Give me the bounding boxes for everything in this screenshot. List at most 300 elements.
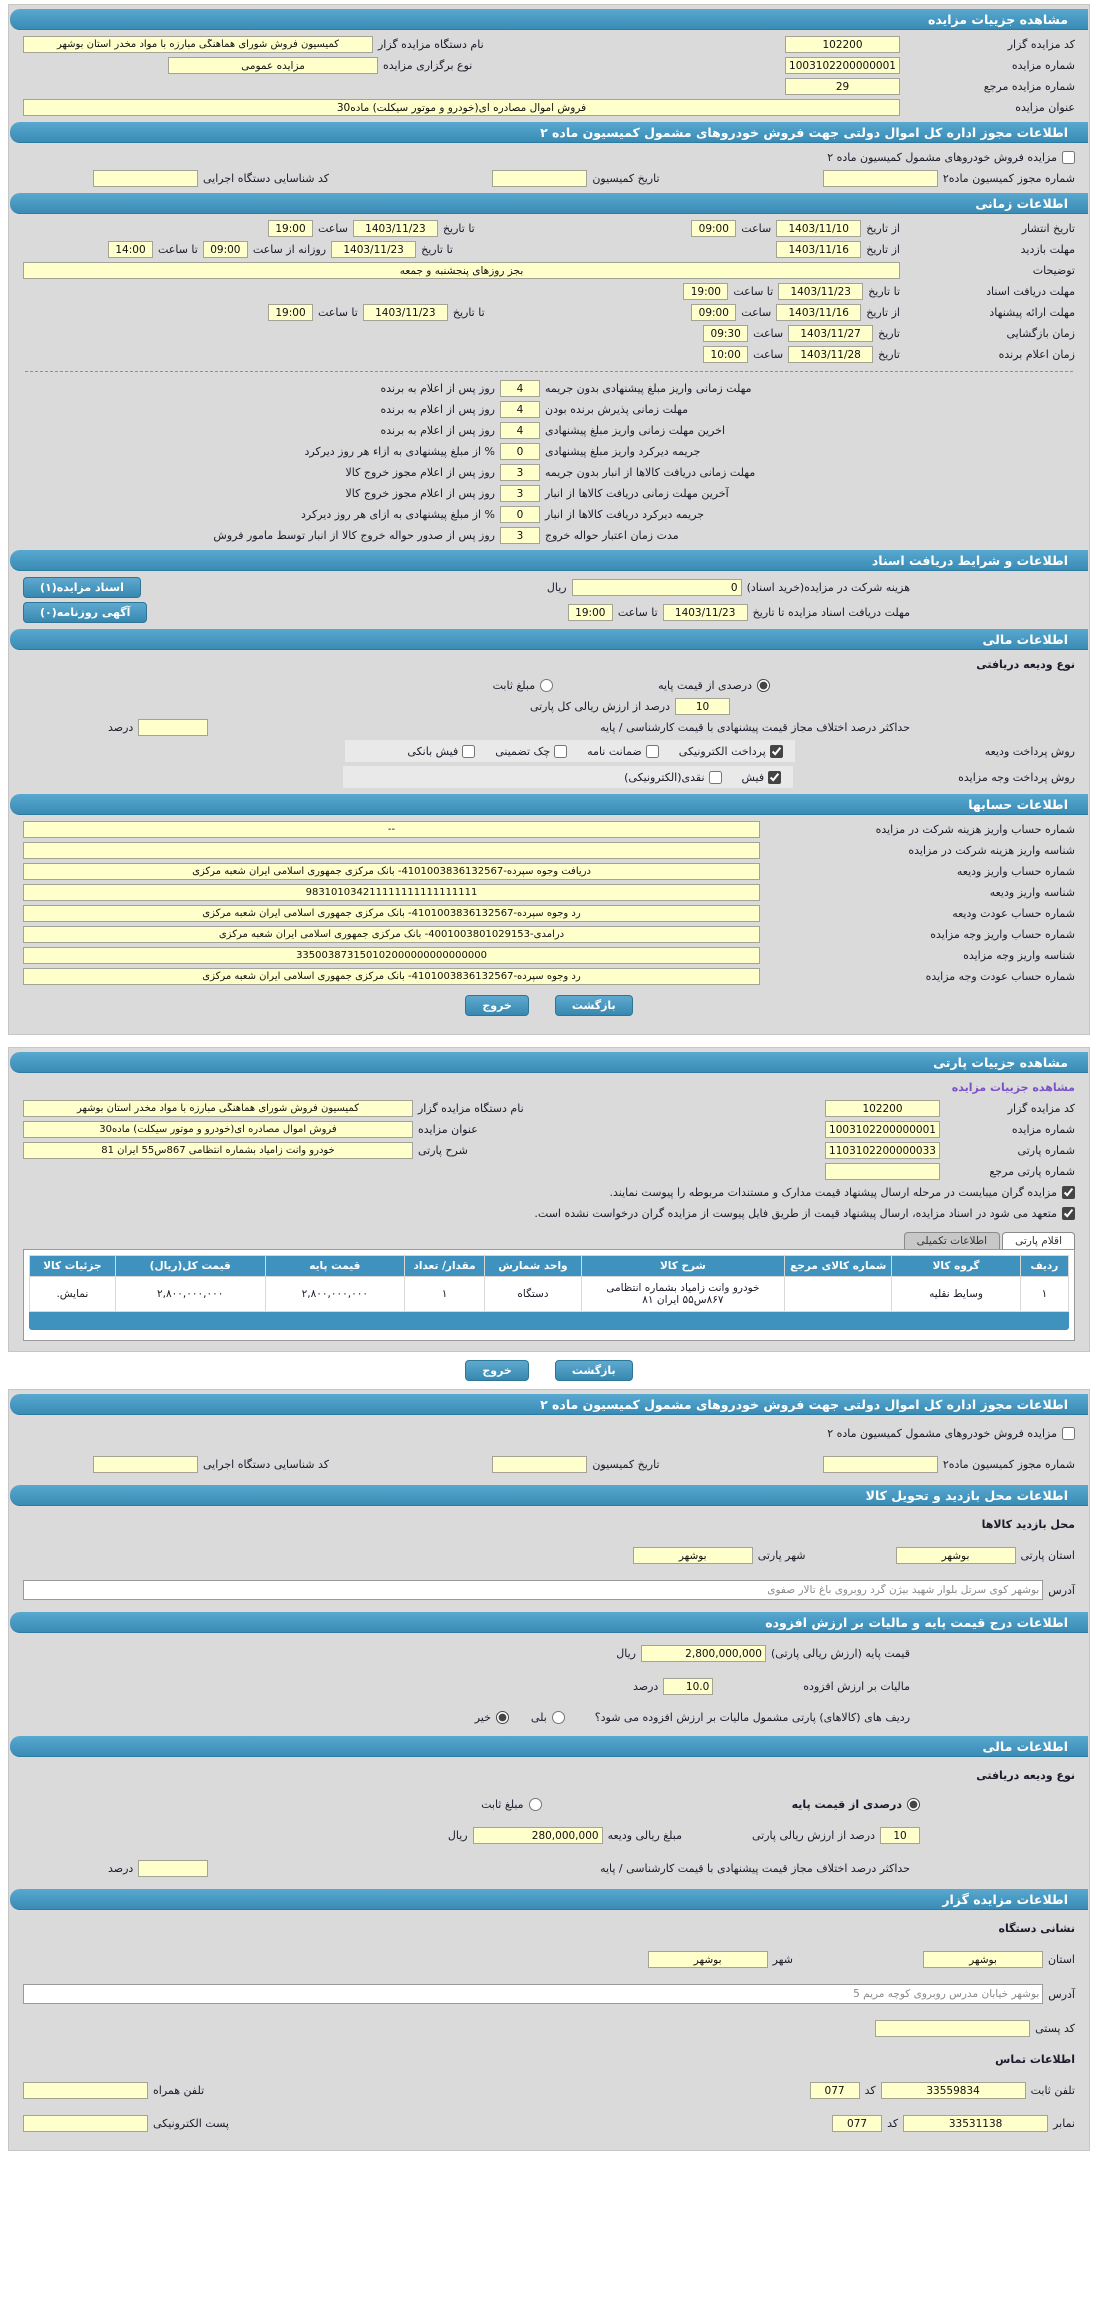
section-header-visit-location: اطلاعات محل بازدید و تحویل کالا <box>10 1485 1088 1506</box>
commission-date-input[interactable] <box>492 170 587 187</box>
section-header-party-details: مشاهده جزییات پارتی <box>10 1052 1088 1073</box>
row-attachment-requirement <box>9 1182 1089 1203</box>
party-description-input[interactable] <box>23 1142 413 1159</box>
daily-from-caption: روزانه از ساعت <box>252 243 327 256</box>
description-label: توضیحات <box>1032 264 1075 277</box>
row-org-address-header <box>9 1914 1089 1943</box>
penalty-suffix: روز پس از اعلام به برنده <box>380 424 495 437</box>
auction-buttons <box>9 987 1089 1024</box>
row-publish-date <box>9 218 1089 239</box>
visit-period-label: مهلت بازدید <box>1020 243 1075 256</box>
permit-number-input[interactable] <box>823 170 938 187</box>
party-reference-input[interactable] <box>825 1163 940 1180</box>
party-description-label: شرح پارتی <box>418 1144 468 1157</box>
row-winner-announce-time <box>9 344 1089 365</box>
row-account-4 <box>9 882 1089 903</box>
base-price-label: قیمت پایه (ارزش ریالی پارتی) <box>771 1647 910 1660</box>
executive-id-label: کد شناسایی دستگاه اجرایی <box>202 1458 330 1471</box>
account-input[interactable] <box>23 947 760 964</box>
vat-question-label: ردیف های (کالاهای) پارتی مشمول مالیات بر ارزش افزوده می شود؟ <box>594 1711 910 1724</box>
row-vat-percent <box>9 1670 1089 1703</box>
exit-button[interactable]: خروج <box>465 995 529 1016</box>
penalty-suffix: روز پس از اعلام به برنده <box>380 382 495 395</box>
deposit-percent-caption: درصد از ارزش ریالی کل پارتی <box>529 700 670 713</box>
deposit-percent-input[interactable] <box>675 698 730 715</box>
bank-receipt-label: فیش بانکی <box>407 744 459 758</box>
cell-total-price: ۲,۸۰۰,۰۰۰,۰۰۰ <box>115 1277 265 1312</box>
org-address-label: آدرس <box>1048 1987 1075 2001</box>
penalty-suffix: روز پس از اعلام به برنده <box>380 403 495 416</box>
party-items-table-wrap <box>23 1249 1075 1341</box>
publish-to-date-input[interactable] <box>353 220 438 237</box>
hour-caption: ساعت <box>318 222 348 235</box>
opening-date-input[interactable] <box>788 325 873 342</box>
participation-fee-input[interactable] <box>572 579 742 596</box>
row-timing-description <box>9 260 1089 281</box>
deposit-percent-radio[interactable] <box>907 1798 920 1811</box>
attachment-requirement-checkbox[interactable] <box>1062 1186 1075 1199</box>
row-account-5 <box>9 903 1089 924</box>
row-deposit-type-2 <box>9 1761 1089 1790</box>
phone-label: تلفن ثابت <box>1030 2084 1075 2097</box>
vat-no-label: خیر <box>474 1711 491 1724</box>
docs-receive-deadline-label: مهلت دریافت اسناد مزایده تا تاریخ <box>752 606 910 619</box>
col-goods-description: شرح کالا <box>581 1256 785 1277</box>
phone-code-label: کد <box>864 2084 876 2097</box>
deposit-amount-input[interactable] <box>473 1827 603 1844</box>
party-details-card <box>8 1047 1090 1352</box>
section-header-base-price: اطلاعات درج قیمت پایه و مالیات بر ارزش افزوده <box>10 1612 1088 1633</box>
auction-subject-input[interactable] <box>23 99 900 116</box>
row-deposit-type-options <box>9 675 1089 696</box>
col-goods-group: گروه کالا <box>892 1256 1021 1277</box>
row-phone <box>9 2074 1089 2107</box>
to-hour-caption: تا ساعت <box>617 606 658 619</box>
col-row-number: ردیف <box>1020 1256 1068 1277</box>
col-goods-details: جزئیات کالا <box>30 1256 116 1277</box>
penalty-value-input[interactable] <box>500 443 540 460</box>
deposit-payment-method-label: روش پرداخت ودیعه <box>984 744 1075 758</box>
cell-count-unit: دستگاه <box>485 1277 581 1312</box>
account-label: شناسه واریز وجه مزایده <box>963 949 1075 962</box>
rial-caption: ریال <box>616 1647 636 1660</box>
visit-place-label: محل بازدید کالاها <box>981 1518 1075 1531</box>
row-participation-fee <box>9 575 1089 600</box>
account-label: شماره حساب واریز ودیعه <box>956 865 1075 878</box>
deposit-fixed-radio[interactable] <box>529 1798 542 1811</box>
row-account-1 <box>9 819 1089 840</box>
row-max-difference <box>9 717 1089 738</box>
penalty-value-input[interactable] <box>500 506 540 523</box>
hour-caption: ساعت <box>753 348 784 361</box>
section-header-auctioneer-info: اطلاعات مزایده گزار <box>10 1889 1088 1910</box>
account-label: شماره حساب واریز هزینه شرکت در مزایده <box>875 823 1075 836</box>
hour-caption: ساعت <box>741 222 772 235</box>
docs-receive-deadline-hour-input[interactable] <box>568 604 613 621</box>
row-account-2 <box>9 840 1089 861</box>
commission-date-input[interactable] <box>492 1456 587 1473</box>
penalty-suffix: روز پس از صدور حواله خروج کالا از انبار توسط مامور فروش <box>213 529 495 542</box>
org-province-label: استان <box>1047 1953 1075 1966</box>
deposit-fixed-radio[interactable] <box>540 679 553 692</box>
permit-checkbox[interactable] <box>1062 1427 1075 1440</box>
row-penalty-1 <box>9 378 1089 399</box>
auction-subject-label: عنوان مزایده <box>1015 101 1075 114</box>
commission-date-label: تاریخ کمیسیون <box>592 172 660 185</box>
deposit-type-label: نوع ودیعه دریافتی <box>976 1769 1075 1782</box>
executive-id-label: کد شناسایی دستگاه اجرایی <box>202 172 330 185</box>
row-account-3 <box>9 861 1089 882</box>
winner-announce-label: زمان اعلام برنده <box>998 348 1075 361</box>
account-input[interactable] <box>23 884 760 901</box>
row-account-8 <box>9 966 1089 987</box>
auction-number-label: شماره مزایده <box>1011 1123 1075 1136</box>
cell-base-price: ۲,۸۰۰,۰۰۰,۰۰۰ <box>265 1277 404 1312</box>
bank-receipt-checkbox[interactable] <box>462 745 475 758</box>
account-label: شماره حساب واریز وجه مزایده <box>930 928 1075 941</box>
party-number-input[interactable] <box>825 1142 940 1159</box>
electronic-payment-label: پرداخت الکترونیکی <box>678 744 766 758</box>
row-auction-number <box>9 55 1089 76</box>
executive-id-input[interactable] <box>93 1456 198 1473</box>
deposit-payment-methods <box>345 740 795 762</box>
deposit-percent-option-label: درصدی از قیمت پایه <box>658 679 752 692</box>
permit-number-input[interactable] <box>823 1456 938 1473</box>
vat-yes-label: بلی <box>530 1711 547 1724</box>
offer-from-hour-input[interactable] <box>691 304 736 321</box>
rial-caption: ریال <box>546 581 567 594</box>
auctioneer-code-input[interactable] <box>825 1100 940 1117</box>
winner-hour-input[interactable] <box>703 346 748 363</box>
row-deposit-payment-method <box>9 738 1089 764</box>
penalty-suffix: % از مبلغ پیشنهادی به ازاء هر روز دیرکرد <box>304 445 495 458</box>
percent-caption: درصد <box>108 721 134 734</box>
description-input[interactable] <box>23 262 900 279</box>
fax-input[interactable] <box>903 2115 1048 2132</box>
deposit-type-label: نوع ودیعه دریافتی <box>976 658 1075 671</box>
visit-from-date-input[interactable] <box>776 241 861 258</box>
auction-number-input[interactable] <box>785 57 900 74</box>
commitment-label: متعهد می شود در اسناد مزایده، ارسال پیشنهاد قیمت از طریق فایل پیوست از مزایده گران درخواست نشده است. <box>534 1207 1057 1220</box>
to-hour-caption: تا ساعت <box>733 285 774 298</box>
receipt-option <box>742 771 782 784</box>
auction-type-input[interactable] <box>168 57 378 74</box>
org-address-input[interactable] <box>23 1984 1043 2004</box>
offer-from-date-input[interactable] <box>776 304 861 321</box>
penalty-value-input[interactable] <box>500 464 540 481</box>
row-penalty-4 <box>9 441 1089 462</box>
table-row <box>30 1277 1069 1312</box>
section-header-permit: اطلاعات مجوز اداره کل اموال دولتی جهت فروش خودروهای مشمول کمیسیون ماده ۲ <box>10 122 1088 143</box>
deposit-percent-option-label: درصدی از قیمت پایه <box>791 1798 902 1811</box>
cash-electronic-checkbox[interactable] <box>709 771 722 784</box>
account-input[interactable] <box>23 926 760 943</box>
vat-yes-radio[interactable] <box>552 1711 565 1724</box>
party-number-label: شماره پارتی <box>1017 1144 1075 1157</box>
row-deposit-values-2 <box>9 1819 1089 1852</box>
mobile-label: تلفن همراه <box>153 2084 205 2097</box>
publish-from-hour-input[interactable] <box>691 220 736 237</box>
visit-address-label: آدرس <box>1048 1583 1075 1597</box>
row-account-7 <box>9 945 1089 966</box>
to-hour-caption: تا ساعت <box>158 243 198 256</box>
to-date-caption: تا تاریخ <box>442 222 475 235</box>
auction-subject-label: عنوان مزایده <box>418 1123 478 1136</box>
docs-deadline-date-input[interactable] <box>778 283 863 300</box>
penalty-suffix: % از مبلغ پیشنهادی به ازای هر روز دیرکرد <box>301 508 495 521</box>
penalty-label: آخرین مهلت زمانی دریافت کالاها از انبار <box>545 487 729 500</box>
col-reference-goods-number: شماره کالای مرجع <box>785 1256 892 1277</box>
party-province-label: استان پارتی <box>1020 1549 1075 1562</box>
row-visit-address <box>9 1572 1089 1608</box>
party-city-input[interactable] <box>633 1547 753 1564</box>
back-button[interactable]: بازگشت <box>555 1360 633 1381</box>
fax-code-input[interactable] <box>832 2115 882 2132</box>
auction-payment-methods <box>343 766 793 788</box>
row-docs-deadline <box>9 281 1089 302</box>
cell-quantity: ۱ <box>404 1277 484 1312</box>
auctioneer-code-label: کد مزایده گزار <box>1007 1102 1075 1115</box>
commission-date-label: تاریخ کمیسیون <box>592 1458 660 1471</box>
vat-input[interactable] <box>663 1678 713 1695</box>
account-input[interactable] <box>23 905 760 922</box>
permit-checkbox-label: مزایده فروش خودروهای مشمول کمیسیون ماده ۲ <box>827 1427 1057 1440</box>
offer-to-hour-input[interactable] <box>268 304 313 321</box>
penalty-value-input[interactable] <box>500 380 540 397</box>
col-total-price: قیمت کل(ریال) <box>115 1256 265 1277</box>
guarantee-label: ضمانت نامه <box>587 744 642 758</box>
account-label: شناسه واریز ودیعه <box>989 886 1075 899</box>
from-date-caption: از تاریخ <box>866 243 900 256</box>
contact-header-label: اطلاعات تماس <box>995 2053 1075 2066</box>
phone-code-input[interactable] <box>810 2082 860 2099</box>
party-city-label: شهر پارتی <box>757 1549 806 1562</box>
table-pagination-bar[interactable] <box>29 1312 1069 1330</box>
deposit-percent-input[interactable] <box>880 1827 920 1844</box>
row-deposit-percent-value <box>9 696 1089 717</box>
auction-payment-method-label: روش پرداخت وجه مزایده <box>958 770 1075 784</box>
cell-goods-description: خودرو وانت زامیاد بشماره انتظامی ۸۶۷س۵۵ ایران ۸۱ <box>581 1277 785 1312</box>
account-input[interactable] <box>23 968 760 985</box>
row-postal-code <box>9 2012 1089 2045</box>
postal-code-input[interactable] <box>875 2020 1030 2037</box>
row-opening-time <box>9 323 1089 344</box>
col-count-unit: واحد شمارش <box>485 1256 581 1277</box>
penalty-label: مهلت زمانی دریافت کالاها از انبار بدون جریمه <box>545 466 756 479</box>
docs-deadline-hour-input[interactable] <box>683 283 728 300</box>
section-header-financial: اطلاعات مالی <box>10 629 1088 650</box>
party-tabs <box>9 1224 1089 1249</box>
deposit-percent-radio[interactable] <box>757 679 770 692</box>
auctioneer-name-input[interactable] <box>23 1100 413 1117</box>
account-input[interactable] <box>23 863 760 880</box>
penalty-label: مهلت زمانی واریز مبلغ پیشنهادی بدون جریمه <box>545 382 752 395</box>
penalty-label: اخرین مهلت زمانی واریز مبلغ پیشنهادی <box>545 424 725 437</box>
section-header-financial-2: اطلاعات مالی <box>10 1736 1088 1757</box>
offer-to-date-input[interactable] <box>363 304 448 321</box>
cell-reference-goods-number <box>785 1277 892 1312</box>
row-contact-header <box>9 2045 1089 2074</box>
fax-code-label: کد <box>887 2117 899 2130</box>
publish-to-hour-input[interactable] <box>268 220 313 237</box>
mobile-input[interactable] <box>23 2082 148 2099</box>
row-reference-number <box>9 76 1089 97</box>
penalty-label: جریمه دیرکرد دریافت کالاها از انبار <box>545 508 705 521</box>
visit-daily-from-input[interactable] <box>203 241 248 258</box>
cell-goods-group: وسایط نقلیه <box>892 1277 1021 1312</box>
row-account-6 <box>9 924 1089 945</box>
guarantee-checkbox[interactable] <box>646 745 659 758</box>
section-header-documents: اطلاعات و شرایط دریافت اسناد <box>10 550 1088 571</box>
max-difference-label: حداکثر درصد اختلاف مجاز قیمت پیشنهادی با قیمت کارشناسی / پایه <box>600 1862 910 1875</box>
from-date-caption: از تاریخ <box>866 306 900 319</box>
winner-date-input[interactable] <box>788 346 873 363</box>
row-permit-checkbox <box>9 147 1089 168</box>
docs-deadline-label: مهلت دریافت اسناد <box>986 285 1075 298</box>
permit-checkbox[interactable] <box>1062 151 1075 164</box>
opening-time-label: زمان بازگشایی <box>1006 327 1075 340</box>
max-difference-input[interactable] <box>138 1860 208 1877</box>
org-city-label: شهر <box>772 1953 793 1966</box>
auction-documents-button[interactable]: اسناد مزایده(۱) <box>23 577 141 598</box>
to-date-caption: تا تاریخ <box>421 243 453 256</box>
commitment-checkbox[interactable] <box>1062 1207 1075 1220</box>
reference-number-label: شماره مزایده مرجع <box>983 80 1075 93</box>
hour-caption: ساعت <box>753 327 784 340</box>
row-base-price <box>9 1637 1089 1670</box>
reference-number-input[interactable] <box>785 78 900 95</box>
to-date-caption: تا تاریخ <box>452 306 485 319</box>
hour-caption: ساعت <box>741 306 772 319</box>
newspaper-ad-button[interactable]: آگهی روزنامه(۰) <box>23 602 147 623</box>
row-fax <box>9 2107 1089 2140</box>
visit-address-input[interactable] <box>23 1580 1043 1600</box>
phone-input[interactable] <box>881 2082 1026 2099</box>
row-org-province-city <box>9 1943 1089 1976</box>
party-items-table <box>29 1255 1069 1312</box>
executive-id-input[interactable] <box>93 170 198 187</box>
penalty-value-input[interactable] <box>500 401 540 418</box>
penalty-label: مهلت زمانی پذیرش برنده بودن <box>545 403 689 416</box>
org-address-header-label: نشانی دستگاه <box>998 1922 1075 1935</box>
email-input[interactable] <box>23 2115 148 2132</box>
base-price-input[interactable] <box>641 1645 766 1662</box>
deposit-fixed-option-label: مبلغ ثابت <box>492 679 536 692</box>
item-details-link[interactable]: نمایش. <box>56 1288 89 1300</box>
account-label: شماره حساب عودت ودیعه <box>952 907 1075 920</box>
auction-type-label: نوع برگزاری مزایده <box>383 59 473 72</box>
section-header-auction-details: مشاهده جزییات مزایده <box>10 9 1088 30</box>
cell-row-number: ۱ <box>1020 1277 1068 1312</box>
row-penalty-5 <box>9 462 1089 483</box>
receipt-label: فیش <box>741 770 765 784</box>
row-party-reference <box>9 1161 1089 1182</box>
max-difference-label: حداکثر درصد اختلاف مجاز قیمت پیشنهادی با قیمت کارشناسی / پایه <box>600 721 910 734</box>
auctioneer-name-input[interactable] <box>23 36 373 53</box>
penalty-value-input[interactable] <box>500 422 540 439</box>
penalty-value-input[interactable] <box>500 527 540 544</box>
row-penalty-7 <box>9 504 1089 525</box>
guarantee-option <box>587 745 659 758</box>
auctioneer-name-label: نام دستگاه مزایده گزار <box>418 1102 524 1115</box>
auctioneer-code-input[interactable] <box>785 36 900 53</box>
row-party-number <box>9 1140 1089 1161</box>
penalty-label: مدت زمان اعتبار حواله خروج <box>545 529 679 542</box>
auction-details-card <box>8 4 1090 1035</box>
row-auction-payment-method <box>9 764 1089 790</box>
auction-number-label: شماره مزایده <box>1011 59 1075 72</box>
publish-from-date-input[interactable] <box>776 220 861 237</box>
auction-details-link[interactable]: مشاهده جزییات مزایده <box>951 1081 1075 1094</box>
cash-electronic-option <box>624 771 721 784</box>
exit-button[interactable]: خروج <box>465 1360 529 1381</box>
tab-party-items[interactable]: اقلام پارتی <box>1002 1232 1075 1249</box>
to-date-caption: تا تاریخ <box>868 285 900 298</box>
section-header-timing: اطلاعات زمانی <box>10 193 1088 214</box>
auction-number-input[interactable] <box>825 1121 940 1138</box>
row-penalty-6 <box>9 483 1089 504</box>
fax-label: نمابر <box>1053 2117 1075 2130</box>
docs-receive-deadline-date-input[interactable] <box>663 604 748 621</box>
penalty-value-input[interactable] <box>500 485 540 502</box>
row-auctioneer <box>9 34 1089 55</box>
row-max-difference-2 <box>9 1852 1089 1885</box>
cash-electronic-label: نقدی(الکترونیکی) <box>624 770 705 784</box>
back-button[interactable]: بازگشت <box>555 995 633 1016</box>
deposit-fixed-option-label: مبلغ ثابت <box>481 1798 524 1811</box>
receipt-checkbox[interactable] <box>768 771 781 784</box>
auctioneer-code-label: کد مزایده گزار <box>1007 38 1075 51</box>
row-visit-place-header <box>9 1510 1089 1539</box>
col-quantity: مقدار/ تعداد <box>404 1256 484 1277</box>
section-header-permit-2: اطلاعات مجوز اداره کل اموال دولتی جهت فروش خودروهای مشمول کمیسیون ماده ۲ <box>10 1394 1088 1415</box>
offer-period-label: مهلت ارائه پیشنهاد <box>989 306 1075 319</box>
account-input[interactable] <box>23 821 760 838</box>
row-docs-receive-deadline <box>9 600 1089 625</box>
spacer <box>8 1035 1090 1047</box>
account-input[interactable] <box>23 842 760 859</box>
vat-no-radio[interactable] <box>496 1711 509 1724</box>
tab-additional-info[interactable]: اطلاعات تکمیلی <box>904 1232 1000 1249</box>
row-visit-period <box>9 239 1089 260</box>
party-province-input[interactable] <box>896 1547 1016 1564</box>
visit-daily-to-input[interactable] <box>108 241 153 258</box>
org-city-input[interactable] <box>648 1951 768 1968</box>
dashed-separator <box>25 371 1073 372</box>
col-base-price: قیمت پایه <box>265 1256 404 1277</box>
date-caption: تاریخ <box>878 327 900 340</box>
row-offer-period <box>9 302 1089 323</box>
row-permit-fields <box>9 168 1089 189</box>
table-header-row <box>30 1256 1069 1277</box>
visit-to-date-input[interactable] <box>331 241 416 258</box>
from-date-caption: از تاریخ <box>866 222 900 235</box>
row-deposit-type <box>9 654 1089 675</box>
permit-number-label: شماره مجوز کمیسیون ماده۲ <box>942 1458 1075 1471</box>
secured-check-option <box>495 745 567 758</box>
opening-hour-input[interactable] <box>703 325 748 342</box>
party-extended-card <box>8 1389 1090 2151</box>
row-auction-subject <box>9 97 1089 118</box>
org-province-input[interactable] <box>923 1951 1043 1968</box>
rial-caption: ریال <box>447 1829 468 1842</box>
party-buttons <box>8 1352 1090 1389</box>
publish-date-label: تاریخ انتشار <box>1021 222 1075 235</box>
max-difference-input[interactable] <box>138 719 208 736</box>
auction-subject-input[interactable] <box>23 1121 413 1138</box>
secured-check-checkbox[interactable] <box>554 745 567 758</box>
electronic-payment-checkbox[interactable] <box>770 745 783 758</box>
